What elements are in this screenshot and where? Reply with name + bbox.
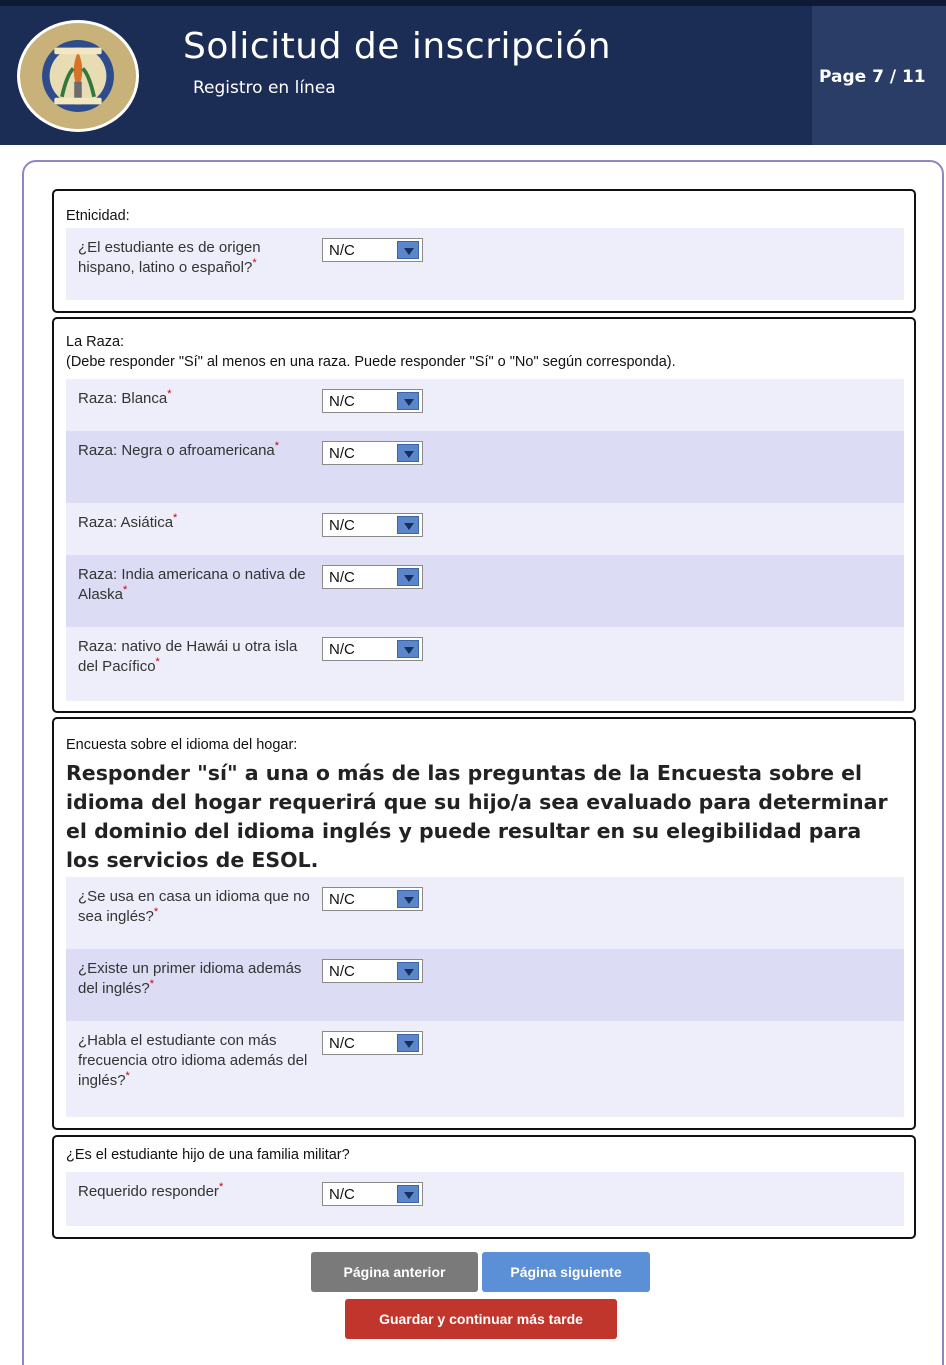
field-label: ¿El estudiante es de origen hispano, latino o español?*	[78, 239, 261, 276]
field-label: Raza: India americana o nativa de Alaska*	[78, 566, 306, 603]
select-value: N/C	[329, 393, 355, 410]
select-value: N/C	[329, 1035, 355, 1052]
required-asterisk-icon: *	[149, 978, 154, 990]
field-label: Raza: Asiática*	[78, 512, 178, 531]
section-title: Etnicidad:	[66, 208, 130, 224]
field-label: Raza: Blanca*	[78, 388, 172, 407]
chevron-down-icon[interactable]	[397, 1185, 419, 1203]
required-asterisk-icon: *	[125, 1070, 130, 1082]
form-row-race-pacific-islander	[66, 627, 904, 701]
military-family-section	[52, 1135, 916, 1239]
district-logo	[17, 20, 139, 132]
required-asterisk-icon: *	[173, 512, 178, 524]
required-asterisk-icon: *	[274, 440, 280, 452]
form-row-race-american-indian	[66, 555, 904, 627]
form-row-first-language	[66, 949, 904, 1021]
previous-page-button[interactable]: Página anterior	[311, 1252, 478, 1292]
race-american-indian-select[interactable]	[322, 565, 423, 589]
field-label: Raza: Negra o afroamericana*	[78, 440, 280, 459]
home-language-notice: Responder "sí" a una o más de las preguntas de la Encuesta sobre el idioma del hogar requerirá que su hijo/a sea evaluado para determinar el dominio del idioma inglés y puede resultar en su elegibilidad para los servicios de ESOL.	[66, 761, 888, 872]
section-note: (Debe responder "Sí" al menos en una raza. Puede responder "Sí" o "No" según corresponda).	[66, 354, 676, 370]
form-row-other-language-frequency	[66, 1021, 904, 1117]
form-row-race-white	[66, 379, 904, 431]
required-asterisk-icon: *	[123, 584, 128, 596]
next-page-button[interactable]: Página siguiente	[482, 1252, 650, 1292]
first-language-select[interactable]	[322, 959, 423, 983]
chevron-down-icon[interactable]	[397, 568, 419, 586]
ethnicity-section	[52, 189, 916, 313]
field-label: ¿Existe un primer idioma además del inglés?*	[78, 960, 302, 997]
section-title: Encuesta sobre el idioma del hogar:	[66, 737, 298, 753]
chevron-down-icon[interactable]	[397, 392, 419, 410]
page-header	[0, 0, 946, 145]
form-row-language-at-home	[66, 877, 904, 949]
select-value: N/C	[329, 569, 355, 586]
required-asterisk-icon: *	[167, 388, 172, 400]
chevron-down-icon[interactable]	[397, 890, 419, 908]
required-asterisk-icon: *	[218, 1181, 224, 1193]
select-value: N/C	[329, 1186, 355, 1203]
form-row-race-asian	[66, 503, 904, 555]
district-seal-icon	[20, 23, 136, 129]
chevron-down-icon[interactable]	[397, 516, 419, 534]
chevron-down-icon[interactable]	[397, 444, 419, 462]
other-language-frequency-select[interactable]	[322, 1031, 423, 1055]
section-title: La Raza:	[66, 334, 125, 350]
race-black-select[interactable]	[322, 441, 423, 465]
field-label: Requerido responder*	[78, 1181, 224, 1200]
form-row-military-family	[66, 1172, 904, 1226]
field-label: ¿Se usa en casa un idioma que no sea inglés?*	[78, 888, 310, 925]
military-family-select[interactable]	[322, 1182, 423, 1206]
chevron-down-icon[interactable]	[397, 640, 419, 658]
section-title: ¿Es el estudiante hijo de una familia militar?	[66, 1147, 350, 1163]
home-language-section	[52, 717, 916, 1130]
form-row-hispanic-origin	[66, 228, 904, 300]
chevron-down-icon[interactable]	[397, 1034, 419, 1052]
page-indicator: Page 7 / 11	[819, 67, 926, 87]
page-subtitle: Registro en línea	[193, 78, 336, 98]
save-and-continue-later-button[interactable]: Guardar y continuar más tarde	[345, 1299, 617, 1339]
field-label: Raza: nativo de Hawái u otra isla del Pacífico*	[78, 638, 298, 675]
chevron-down-icon[interactable]	[397, 962, 419, 980]
page-title: Solicitud de inscripción	[183, 26, 612, 67]
race-asian-select[interactable]	[322, 513, 423, 537]
required-asterisk-icon: *	[153, 906, 159, 918]
select-value: N/C	[329, 445, 355, 462]
required-asterisk-icon: *	[252, 257, 257, 269]
required-asterisk-icon: *	[155, 656, 160, 668]
form-row-race-black	[66, 431, 904, 503]
field-label: ¿Habla el estudiante con más frecuencia otro idioma además del inglés?*	[78, 1032, 308, 1089]
header-top-strip	[0, 0, 946, 6]
race-section	[52, 317, 916, 713]
chevron-down-icon[interactable]	[397, 241, 419, 259]
select-value: N/C	[329, 963, 355, 980]
select-value: N/C	[329, 242, 355, 259]
language-at-home-select[interactable]	[322, 887, 423, 911]
hispanic-origin-select[interactable]	[322, 238, 423, 262]
select-value: N/C	[329, 641, 355, 658]
race-white-select[interactable]	[322, 389, 423, 413]
race-pacific-islander-select[interactable]	[322, 637, 423, 661]
select-value: N/C	[329, 891, 355, 908]
select-value: N/C	[329, 517, 355, 534]
